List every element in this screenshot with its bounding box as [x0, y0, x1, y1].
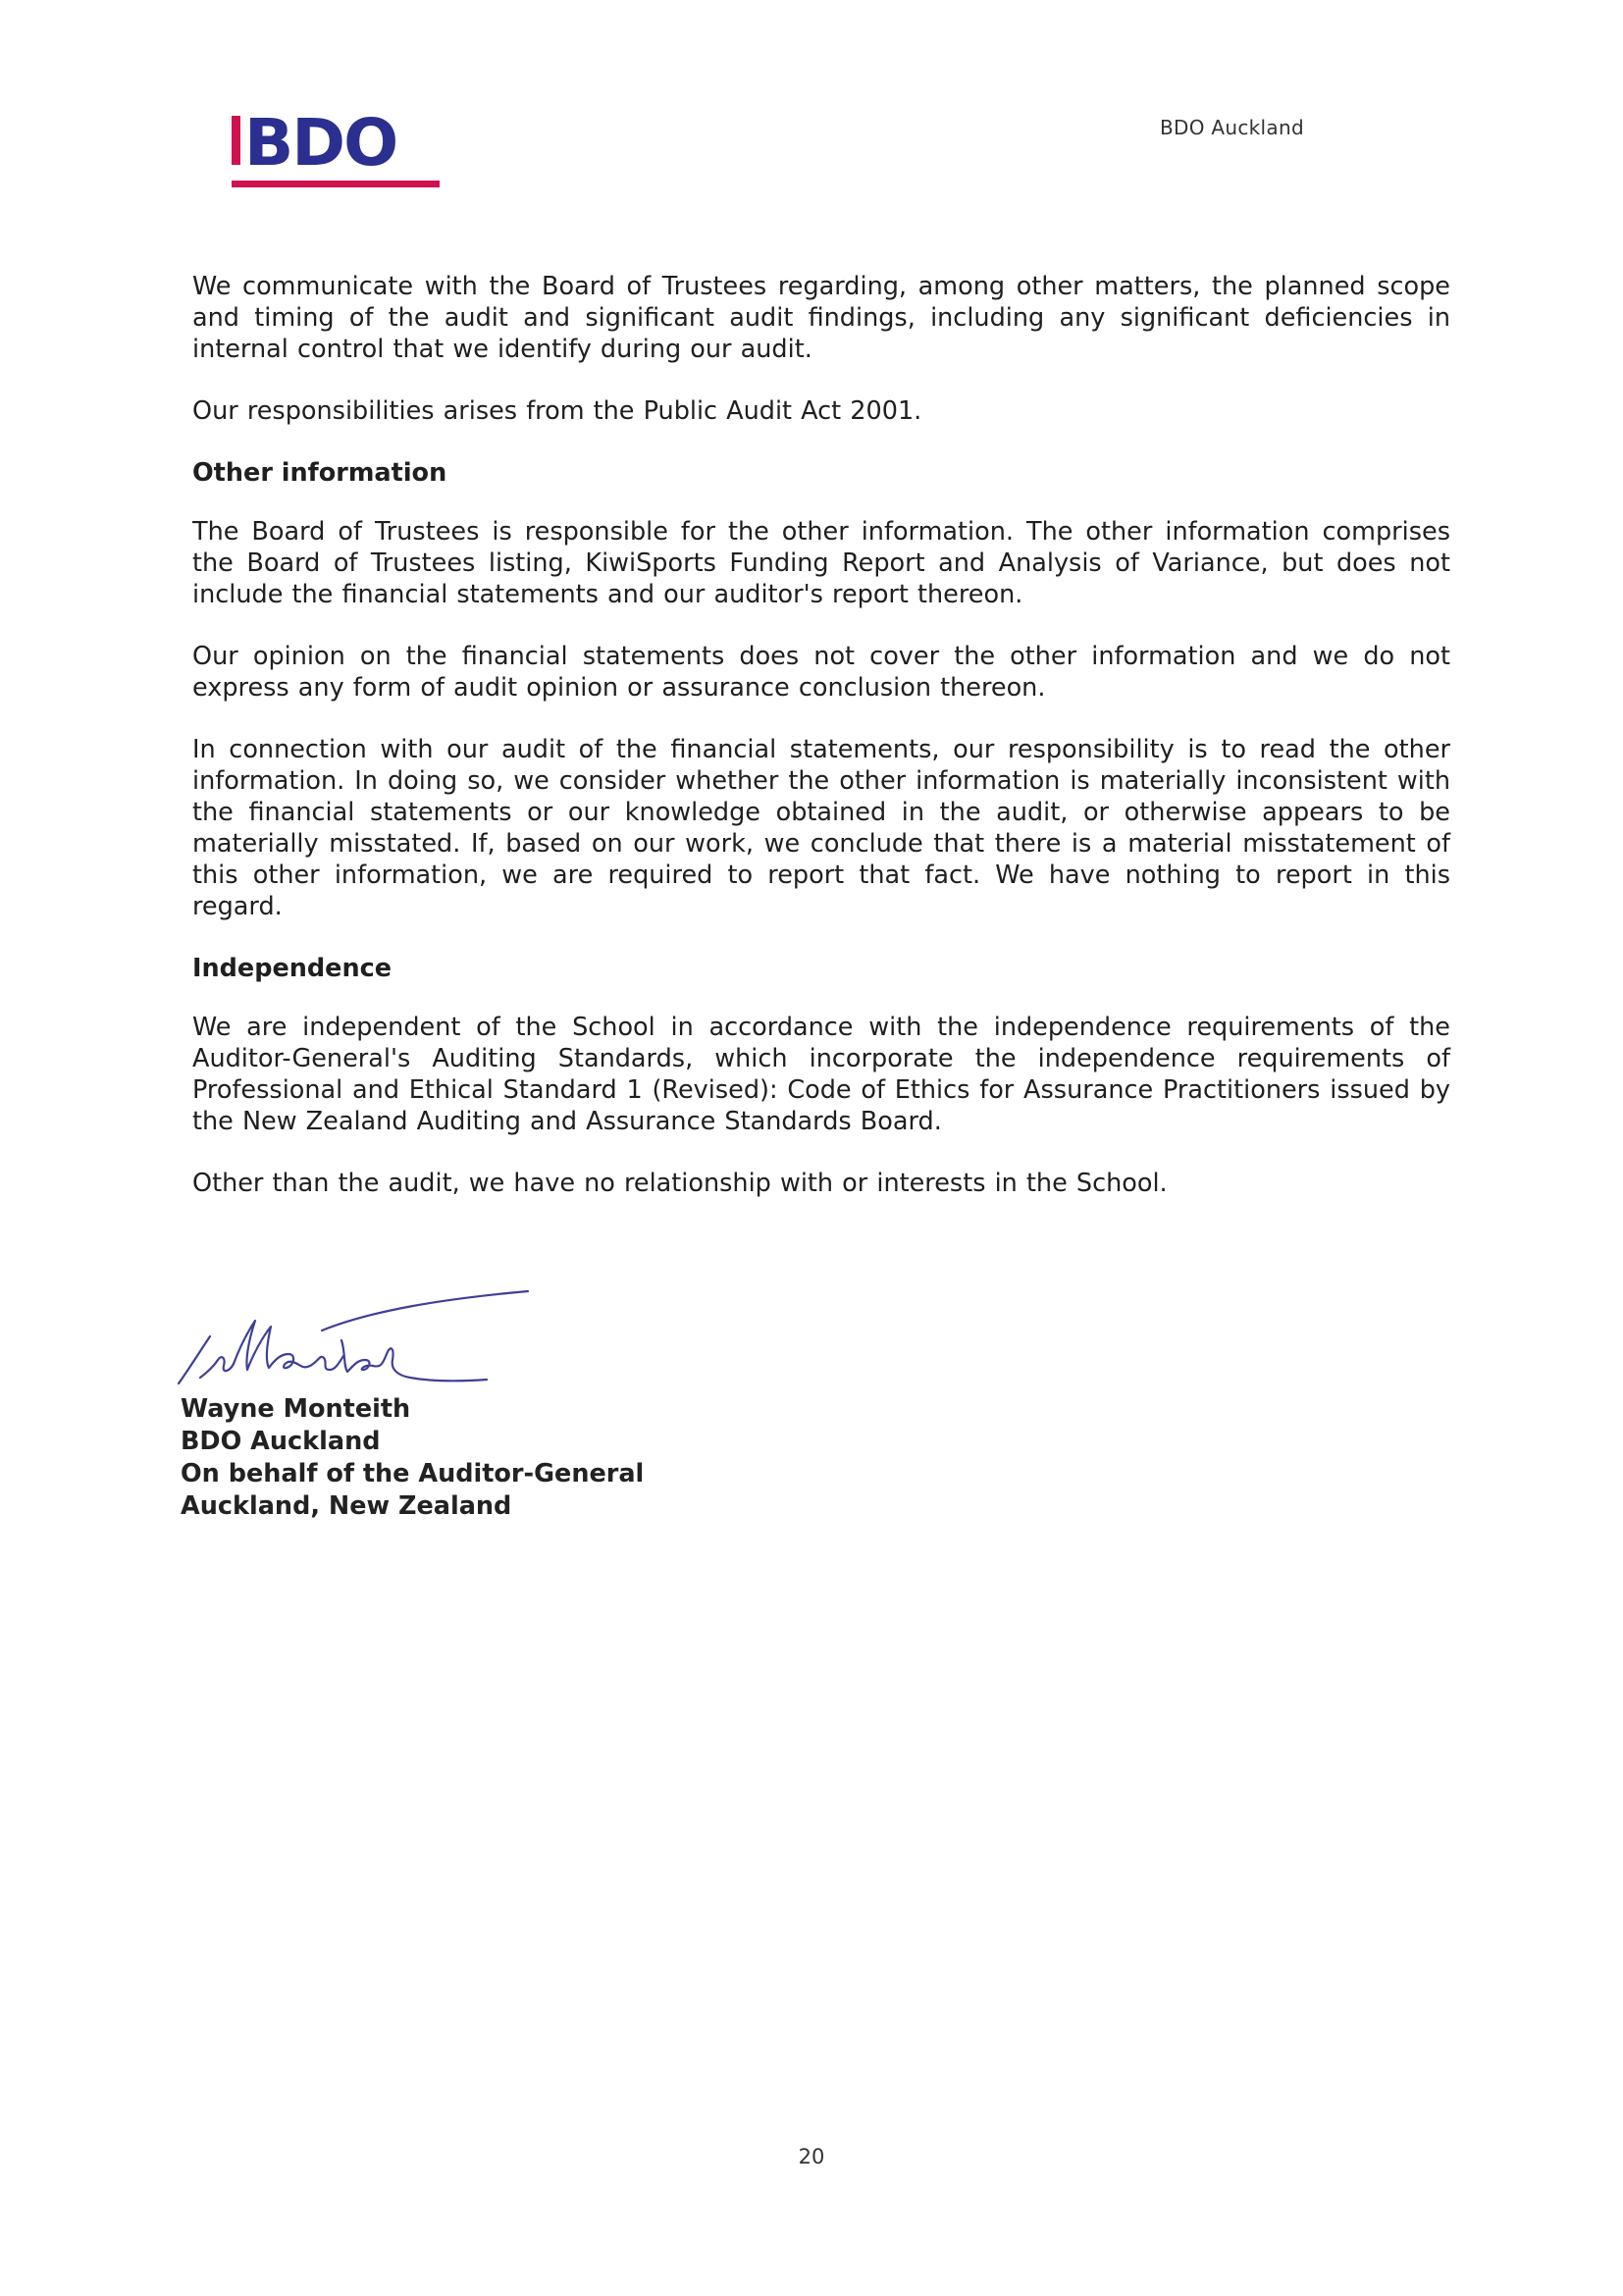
paragraph-connection: In connection with our audit of the financial statements, our responsibility is to read the other information. In doing so, we consider whether the other information is materially inconsistent with the financial statements or our knowledge obtained in the audit, or otherwise appears to be materially misstated. If, based on our work, we conclude that there is a material misstatement of this other information, we are required to report that fact. We have nothing to report in this regard. — [192, 735, 1450, 921]
paragraph-other-information: The Board of Trustees is responsible for the other information. The other information comprises the Board of Trustees listing, KiwiSports Funding Report and Analysis of Variance, but does not include the financial statements and our auditor's report thereon. — [192, 517, 1450, 609]
handwritten-signature — [175, 1276, 548, 1401]
paragraph-responsibilities: Our responsibilities arises from the Public Audit Act 2001. — [192, 396, 922, 426]
signatory-block — [181, 1393, 644, 1523]
signatory-location: Auckland, New Zealand — [181, 1491, 512, 1521]
signatory-capacity: On behalf of the Auditor-General — [181, 1459, 645, 1488]
bdo-logo-text: BDO — [244, 105, 397, 181]
paragraph-relationship: Other than the audit, we have no relationship with or interests in the School. — [192, 1169, 1168, 1198]
paragraph-independence: We are independent of the School in accordance with the independence requirements of the Auditor-General's Auditing Standards, which incorporate the independence requirements of Professional and Ethical Standard 1 (Revised): Code of Ethics for Assurance Practitioners issued by the New Zealand Auditing and Assurance Standards Board. — [192, 1013, 1450, 1136]
paragraph-communication: We communicate with the Board of Trustees regarding, among other matters, the planned scope and timing of the audit and significant audit findings, including any significant deficiencies in internal control that we identify during our audit. — [192, 272, 1450, 364]
bdo-logo — [228, 102, 445, 192]
heading-other-information: Other information — [192, 458, 447, 488]
office-label: BDO Auckland — [1160, 116, 1304, 139]
signatory-name: Wayne Monteith — [181, 1394, 411, 1424]
heading-independence: Independence — [192, 954, 393, 983]
report-body — [192, 271, 1450, 1229]
paragraph-opinion-scope: Our opinion on the financial statements does not cover the other information and we do not express any form of audit opinion or assurance conclusion thereon. — [192, 642, 1450, 703]
page-number: 20 — [798, 2145, 825, 2168]
signatory-firm: BDO Auckland — [181, 1427, 381, 1456]
